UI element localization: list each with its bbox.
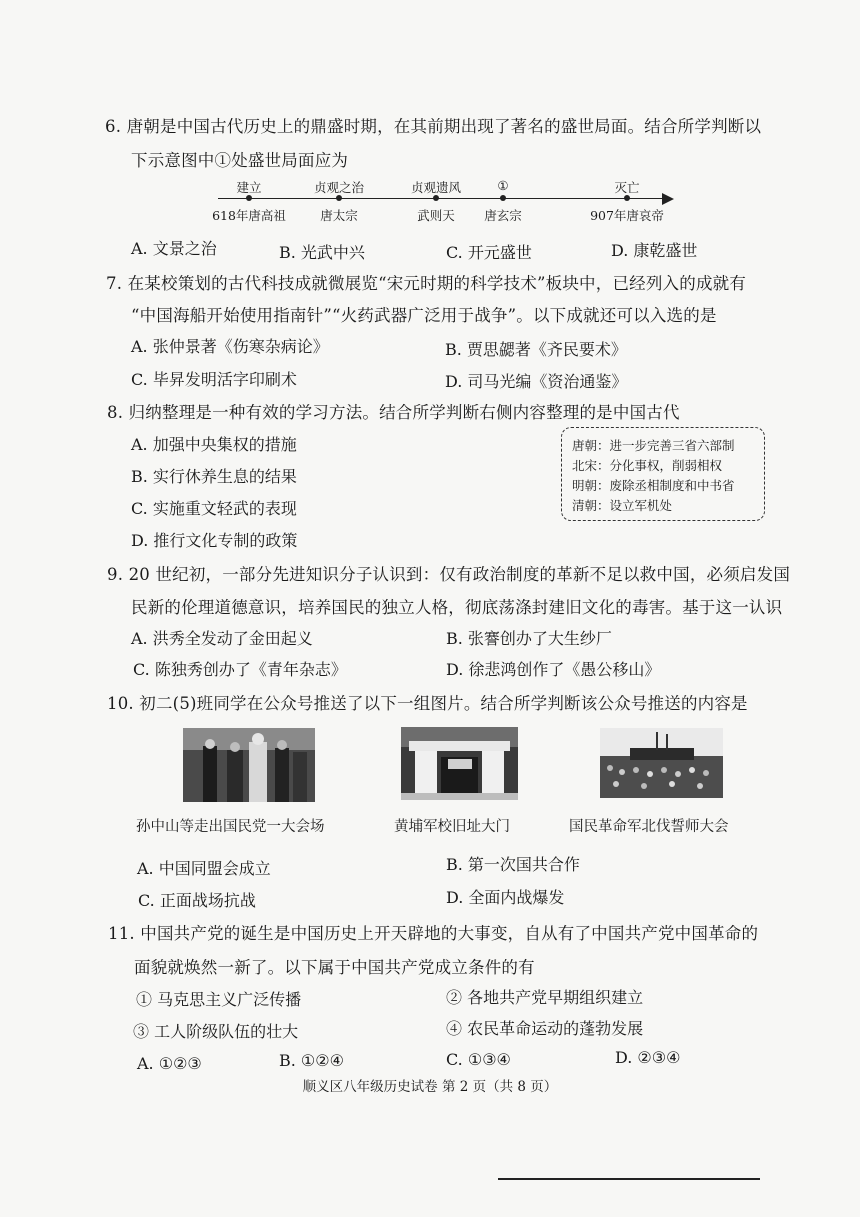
q7-stem-line1: 7. 在某校策划的古代科技成就微展览“宋元时期的科学技术”板块中，已经列入的成就有: [106, 274, 747, 293]
q11-item-2: ② 各地共产党早期组织建立: [446, 988, 644, 1007]
photo-image: [183, 728, 315, 802]
timeline-axis: [218, 198, 666, 199]
q9-option-a: A. 洪秀全发动了金田起义: [131, 629, 313, 648]
timeline-dot: [500, 195, 506, 201]
q11-option-b: B. ①②④: [279, 1051, 344, 1070]
timeline-bottom-label: 唐玄宗: [484, 208, 522, 223]
box-line-tang: 唐朝：进一步完善三省六部制: [572, 438, 735, 453]
q6-stem-line1: 6. 唐朝是中国古代历史上的鼎盛时期，在其前期出现了著名的盛世局面。结合所学判断以: [105, 117, 762, 136]
photo-sun-yatsen-congress: [183, 728, 315, 802]
tang-timeline: [210, 178, 685, 228]
q8-summary-box: [561, 427, 765, 521]
q7-stem-line2: “中国海船开始使用指南针”“火药武器广泛用于战争”。以下成就还可以入选的是: [131, 306, 717, 325]
q8-option-c: C. 实施重文轻武的表现: [131, 499, 297, 518]
timeline-top-label: 贞观之治: [313, 180, 365, 195]
q10-stem-line1: 10. 初二(5)班同学在公众号推送了以下一组图片。结合所学判断该公众号推送的内容是: [107, 694, 748, 713]
photo-northern-expedition-rally: [600, 728, 723, 798]
timeline-top-label: 贞观遗风: [410, 180, 462, 195]
timeline-top-label: 建立: [236, 180, 262, 195]
q11-stem-line2: 面貌就焕然一新了。以下属于中国共产党成立条件的有: [134, 958, 535, 977]
box-line-ming: 明朝：废除丞相制度和中书省: [572, 478, 735, 493]
q11-stem-line1: 11. 中国共产党的诞生是中国历史上开天辟地的大事变，自从有了中国共产党中国革命的: [108, 924, 759, 943]
q10-option-d: D. 全面内战爆发: [446, 888, 565, 907]
timeline-bottom-label: 武则天: [417, 208, 455, 223]
timeline-bottom-label: 618年唐高祖: [212, 208, 286, 223]
timeline-bottom-label: 907年唐哀帝: [590, 208, 664, 223]
q7-option-c: C. 毕昇发明活字印刷术: [131, 370, 297, 389]
q11-item-4: ④ 农民革命运动的蓬勃发展: [446, 1019, 644, 1038]
q9-stem-line2: 民新的伦理道德意识，培养国民的独立人格，彻底荡涤封建旧文化的毒害。基于这一认识: [131, 598, 783, 617]
timeline-top-label: ①: [497, 178, 509, 193]
q8-option-b: B. 实行休养生息的结果: [131, 467, 297, 486]
q8-option-a: A. 加强中央集权的措施: [131, 435, 297, 454]
box-line-song: 北宋：分化事权，削弱相权: [572, 458, 723, 473]
q11-option-a: A. ①②③: [137, 1054, 202, 1073]
q8-stem-line1: 8. 归纳整理是一种有效的学习方法。结合所学判断右侧内容整理的是中国古代: [107, 403, 680, 422]
q11-option-c: C. ①③④: [446, 1050, 511, 1069]
q6-option-d: D. 康乾盛世: [611, 241, 698, 260]
bottom-rule: [498, 1178, 760, 1180]
q11-item-1: ① 马克思主义广泛传播: [136, 990, 302, 1009]
q7-option-a: A. 张仲景著《伤寒杂病论》: [131, 337, 329, 356]
photo-caption-1: 孙中山等走出国民党一大会场: [136, 819, 325, 835]
q9-stem-line1: 9. 20 世纪初，一部分先进知识分子认识到：仅有政治制度的革新不足以救中国，必须启发国: [107, 565, 791, 584]
q7-option-b: B. 贾思勰著《齐民要术》: [445, 340, 627, 359]
photo-image: [600, 728, 723, 798]
q6-stem-line2: 下示意图中①处盛世局面应为: [131, 151, 349, 170]
photo-whampoa-gate: [401, 727, 518, 800]
q7-option-d: D. 司马光编《资治通鉴》: [445, 372, 628, 391]
photo-caption-2: 黄埔军校旧址大门: [394, 819, 510, 835]
timeline-bottom-label: 唐太宗: [320, 208, 358, 223]
q8-option-d: D. 推行文化专制的政策: [131, 531, 298, 550]
q11-option-d: D. ②③④: [615, 1048, 681, 1067]
q10-option-b: B. 第一次国共合作: [446, 855, 580, 874]
q10-option-a: A. 中国同盟会成立: [137, 859, 271, 878]
q6-option-c: C. 开元盛世: [446, 243, 532, 262]
timeline-top-label: 灭亡: [614, 180, 640, 195]
q10-option-c: C. 正面战场抗战: [138, 891, 256, 910]
photo-caption-3: 国民革命军北伐誓师大会: [569, 819, 729, 835]
q9-option-d: D. 徐悲鸿创作了《愚公移山》: [446, 660, 661, 679]
q9-option-b: B. 张謇创办了大生纱厂: [446, 629, 612, 648]
photo-image: [401, 727, 518, 800]
timeline-arrow-icon: [662, 193, 674, 205]
q9-option-c: C. 陈独秀创办了《青年杂志》: [133, 660, 347, 679]
page-footer: 顺义区八年级历史试卷 第 2 页（共 8 页）: [302, 1079, 558, 1095]
box-line-qing: 清朝：设立军机处: [572, 498, 673, 513]
q6-option-b: B. 光武中兴: [279, 243, 365, 262]
q6-option-a: A. 文景之治: [131, 239, 217, 258]
q11-item-3: ③ 工人阶级队伍的壮大: [133, 1022, 299, 1041]
